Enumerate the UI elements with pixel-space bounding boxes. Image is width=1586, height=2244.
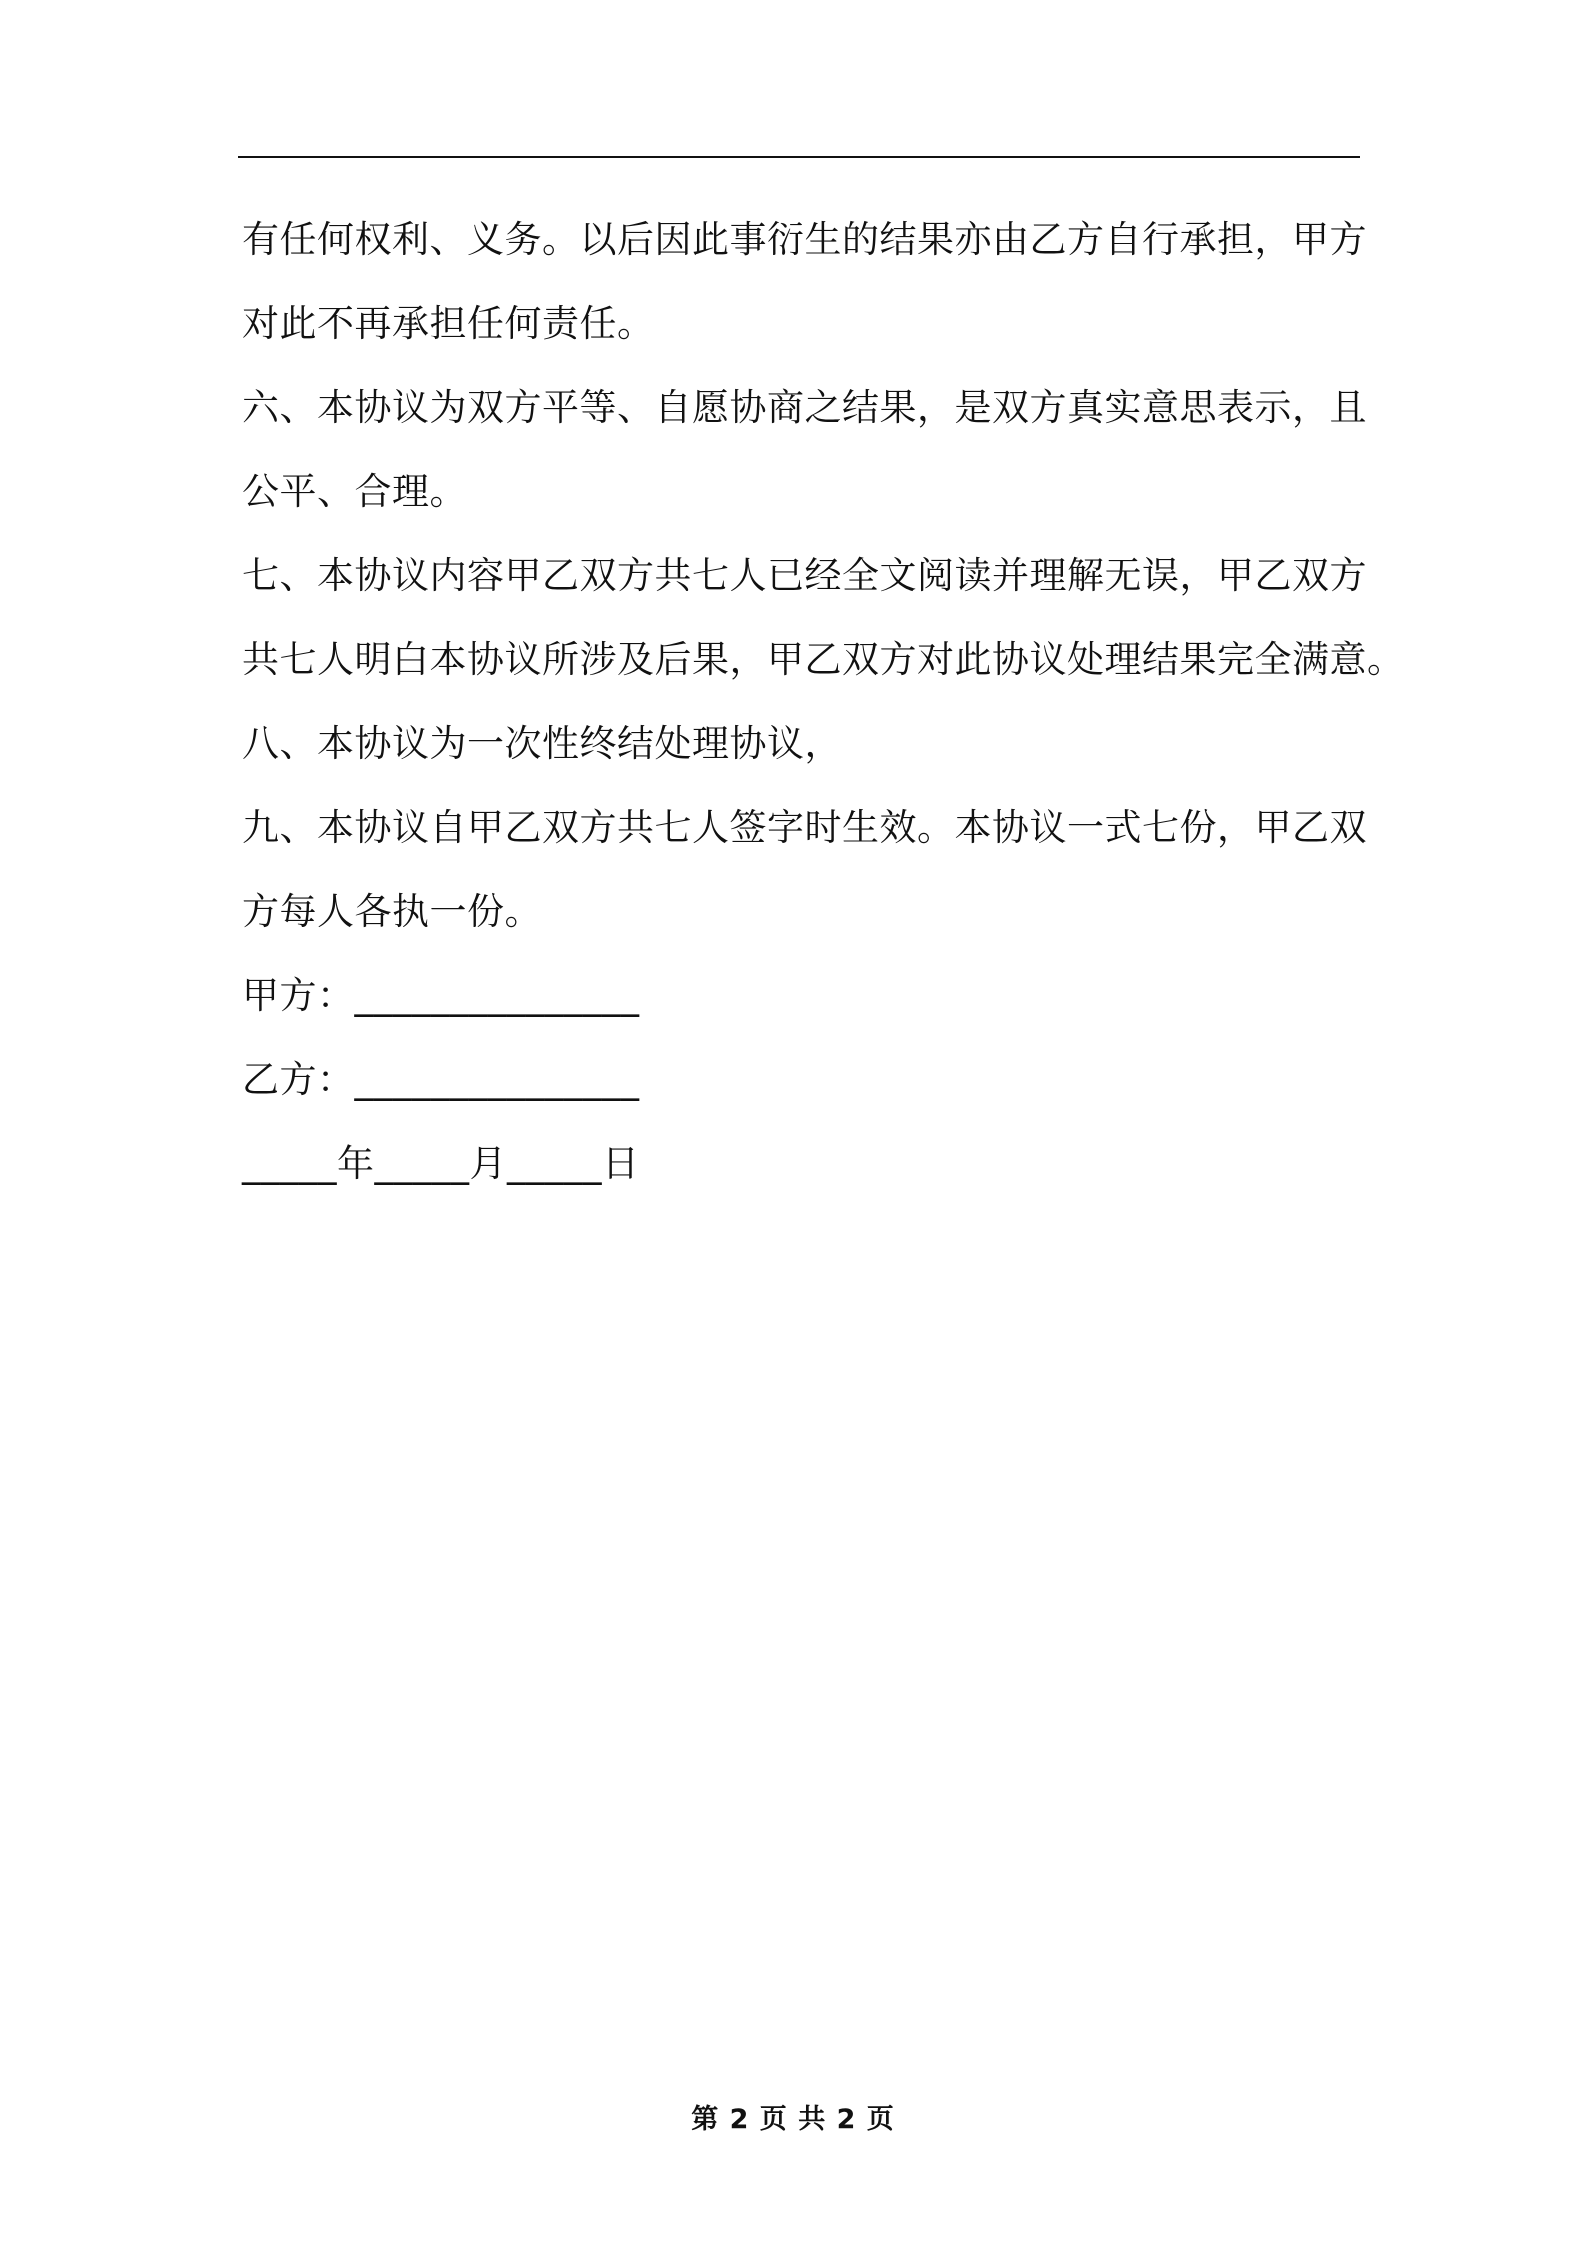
date-line: _____年_____月_____日 xyxy=(242,1142,640,1185)
party-a-signature-line: 甲方：_______________ xyxy=(242,974,640,1017)
text-line: 有任何权利、义务。以后因此事衍生的结果亦由乙方自行承担，甲方 xyxy=(242,218,1367,261)
text-line: 方每人各执一份。 xyxy=(242,890,542,933)
clause-9: 九、本协议自甲乙双方共七人签字时生效。本协议一式七份，甲乙双 xyxy=(242,806,1367,849)
clause-7: 七、本协议内容甲乙双方共七人已经全文阅读并理解无误，甲乙双方 xyxy=(242,554,1367,597)
header-rule xyxy=(238,156,1360,158)
clause-6: 六、本协议为双方平等、自愿协商之结果，是双方真实意思表示，且 xyxy=(242,386,1367,429)
document-body xyxy=(242,198,1405,1206)
text-line: 对此不再承担任何责任。 xyxy=(242,302,655,345)
text-line: 共七人明白本协议所涉及后果，甲乙双方对此协议处理结果完全满意。 xyxy=(242,638,1405,681)
text-line: 公平、合理。 xyxy=(242,470,467,513)
page-number-footer: 第 2 页 共 2 页 xyxy=(691,2104,895,2135)
clause-8: 八、本协议为一次性终结处理协议， xyxy=(242,722,842,765)
party-b-signature-line: 乙方：_______________ xyxy=(242,1058,640,1101)
